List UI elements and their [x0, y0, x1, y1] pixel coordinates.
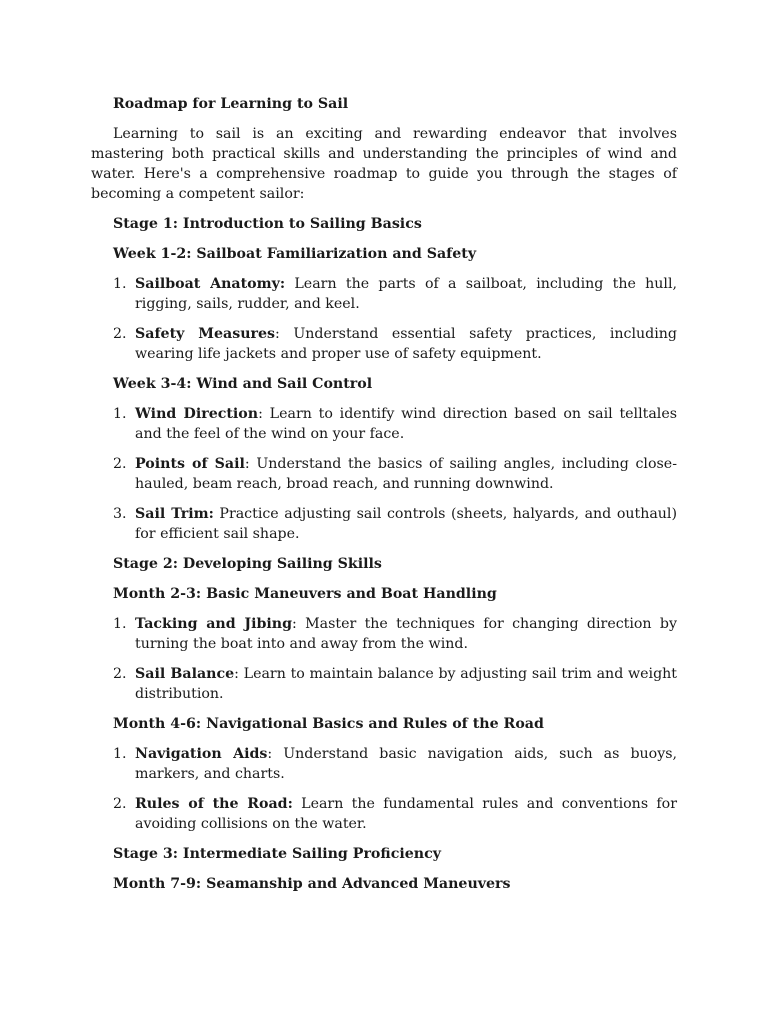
- item-text: : Understand essential safety practices, including wearing life jackets and proper use of safety equipment.: [135, 326, 677, 362]
- list-number: 1.: [113, 746, 127, 762]
- item-term: Tacking and Jibing: [135, 616, 293, 632]
- list-number: 3.: [113, 506, 127, 522]
- stage-2-heading: Stage 2: Developing Sailing Skills: [113, 556, 382, 572]
- list-item: [113, 454, 677, 494]
- stage-1-heading: Stage 1: Introduction to Sailing Basics: [113, 216, 422, 232]
- item-term: Safety Measures: [135, 326, 276, 342]
- stage-3-heading: Stage 3: Intermediate Sailing Proficiency: [113, 846, 441, 862]
- item-text: : Learn to identify wind direction based on sail telltales and the feel of the wind on your face.: [135, 406, 677, 442]
- item-term: Points of Sail: [135, 456, 245, 472]
- item-text: Practice adjusting sail controls (sheets, halyards, and outhaul) for efficient sail shape.: [135, 506, 678, 542]
- month-2-3-heading: Month 2-3: Basic Maneuvers and Boat Handling: [113, 586, 497, 602]
- list-item: [113, 324, 677, 364]
- item-text: Learn the fundamental rules and conventions for avoiding collisions on the water.: [135, 796, 677, 832]
- list-item: [113, 744, 677, 784]
- month-4-6-heading: Month 4-6: Navigational Basics and Rules of the Road: [113, 716, 544, 732]
- month-2-3-list: [113, 614, 677, 704]
- month-7-9-heading: Month 7-9: Seamanship and Advanced Maneuvers: [113, 876, 511, 892]
- item-term: Navigation Aids: [135, 746, 268, 762]
- list-number: 1.: [113, 406, 127, 422]
- item-term: Rules of the Road:: [135, 796, 293, 812]
- document-title: Roadmap for Learning to Sail: [113, 96, 349, 112]
- list-item: [113, 404, 677, 444]
- list-item: [113, 664, 677, 704]
- item-text: : Master the techniques for changing direction by turning the boat into and away from the wind.: [135, 616, 677, 652]
- week-3-4-heading: Week 3-4: Wind and Sail Control: [113, 376, 373, 392]
- list-item: [113, 274, 677, 314]
- item-text: : Understand the basics of sailing angles, including close-hauled, beam reach, broad reach, and running downwind.: [135, 456, 677, 492]
- week-1-2-list: [113, 274, 677, 364]
- intro-paragraph: Learning to sail is an exciting and rewarding endeavor that involves mastering both practical skills and understanding the principles of wind and water. Here's a comprehensive roadmap to guide you through the stages of becoming a competent sailor:: [91, 126, 677, 202]
- item-text: : Understand basic navigation aids, such as buoys, markers, and charts.: [135, 746, 678, 782]
- week-3-4-list: [113, 404, 677, 544]
- item-term: Wind Direction: [135, 406, 259, 422]
- item-text: : Learn to maintain balance by adjusting sail trim and weight distribution.: [135, 666, 678, 702]
- list-number: 2.: [113, 796, 127, 812]
- list-number: 1.: [113, 276, 127, 292]
- list-number: 2.: [113, 666, 127, 682]
- list-item: [113, 794, 677, 834]
- list-number: 2.: [113, 326, 127, 342]
- list-item: [113, 504, 677, 544]
- month-4-6-list: [113, 744, 677, 834]
- list-item: [113, 614, 677, 654]
- item-term: Sailboat Anatomy:: [135, 276, 286, 292]
- item-text: Learn the parts of a sailboat, including the hull, rigging, sails, rudder, and keel.: [135, 276, 677, 312]
- week-1-2-heading: Week 1-2: Sailboat Familiarization and Safety: [113, 246, 477, 262]
- list-number: 1.: [113, 616, 127, 632]
- list-number: 2.: [113, 456, 127, 472]
- item-term: Sail Trim:: [135, 506, 214, 522]
- item-term: Sail Balance: [135, 666, 235, 682]
